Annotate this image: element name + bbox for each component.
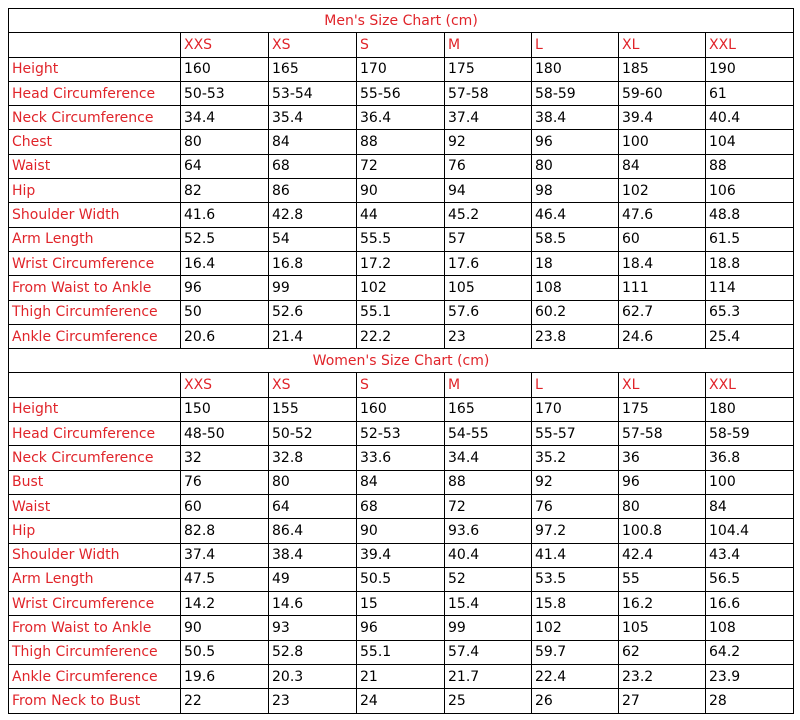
measurement-value: 84 (706, 494, 794, 518)
measurement-value: 64 (269, 494, 357, 518)
measurement-value: 33.6 (357, 446, 445, 470)
measurement-label: Thigh Circumference (9, 640, 181, 664)
measurement-value: 55.1 (357, 640, 445, 664)
measurement-value: 20.6 (181, 324, 269, 348)
measurement-label: Waist (9, 494, 181, 518)
measurement-value: 92 (532, 470, 619, 494)
measurement-label: From Neck to Bust (9, 689, 181, 714)
measurement-value: 108 (706, 616, 794, 640)
table-row (9, 592, 794, 616)
measurement-value: 22 (181, 689, 269, 714)
measurement-value: 41.6 (181, 203, 269, 227)
size-header-xxs: XXS (181, 373, 269, 397)
measurement-value: 21.4 (269, 324, 357, 348)
measurement-value: 76 (181, 470, 269, 494)
table-row (9, 543, 794, 567)
measurement-value: 23.2 (619, 665, 706, 689)
measurement-value: 62.7 (619, 300, 706, 324)
table-row (9, 251, 794, 275)
measurement-value: 37.4 (181, 543, 269, 567)
size-header-xs: XS (269, 33, 357, 57)
table-row (9, 57, 794, 81)
measurement-value: 32.8 (269, 446, 357, 470)
measurement-value: 88 (445, 470, 532, 494)
women-title-row (9, 349, 794, 373)
measurement-value: 50-52 (269, 422, 357, 446)
table-row (9, 665, 794, 689)
measurement-label: Ankle Circumference (9, 665, 181, 689)
measurement-value: 36.4 (357, 106, 445, 130)
size-header-xs: XS (269, 373, 357, 397)
measurement-value: 98 (532, 179, 619, 203)
measurement-value: 100 (619, 130, 706, 154)
measurement-value: 59-60 (619, 81, 706, 105)
measurement-label: Chest (9, 130, 181, 154)
measurement-value: 160 (181, 57, 269, 81)
measurement-value: 155 (269, 397, 357, 421)
table-row (9, 494, 794, 518)
measurement-value: 57 (445, 227, 532, 251)
measurement-value: 16.6 (706, 592, 794, 616)
measurement-value: 80 (269, 470, 357, 494)
measurement-label: From Waist to Ankle (9, 616, 181, 640)
table-row (9, 130, 794, 154)
size-header-xl: XL (619, 33, 706, 57)
table-row (9, 276, 794, 300)
measurement-value: 43.4 (706, 543, 794, 567)
measurement-label: Thigh Circumference (9, 300, 181, 324)
measurement-value: 105 (445, 276, 532, 300)
men-chart-title: Men's Size Chart (cm) (9, 9, 794, 33)
measurement-value: 35.4 (269, 106, 357, 130)
measurement-value: 28 (706, 689, 794, 714)
measurement-value: 86 (269, 179, 357, 203)
measurement-value: 48-50 (181, 422, 269, 446)
measurement-value: 52.5 (181, 227, 269, 251)
measurement-value: 84 (357, 470, 445, 494)
measurement-label: Neck Circumference (9, 446, 181, 470)
size-header-xxs: XXS (181, 33, 269, 57)
measurement-value: 64.2 (706, 640, 794, 664)
measurement-value: 46.4 (532, 203, 619, 227)
measurement-value: 18 (532, 251, 619, 275)
measurement-value: 18.4 (619, 251, 706, 275)
measurement-value: 37.4 (445, 106, 532, 130)
measurement-value: 90 (357, 519, 445, 543)
measurement-value: 92 (445, 130, 532, 154)
measurement-label: Hip (9, 179, 181, 203)
measurement-value: 60 (181, 494, 269, 518)
measurement-value: 100 (706, 470, 794, 494)
size-header-s: S (357, 373, 445, 397)
measurement-label: Shoulder Width (9, 203, 181, 227)
corner-cell (9, 33, 181, 57)
measurement-value: 53-54 (269, 81, 357, 105)
measurement-value: 86.4 (269, 519, 357, 543)
measurement-value: 90 (181, 616, 269, 640)
measurement-label: From Waist to Ankle (9, 276, 181, 300)
measurement-value: 111 (619, 276, 706, 300)
measurement-value: 88 (706, 154, 794, 178)
table-row (9, 227, 794, 251)
measurement-value: 180 (706, 397, 794, 421)
measurement-value: 114 (706, 276, 794, 300)
measurement-value: 48.8 (706, 203, 794, 227)
measurement-label: Height (9, 397, 181, 421)
measurement-value: 80 (532, 154, 619, 178)
measurement-value: 55-56 (357, 81, 445, 105)
measurement-value: 34.4 (445, 446, 532, 470)
measurement-value: 50 (181, 300, 269, 324)
measurement-value: 60 (619, 227, 706, 251)
table-row (9, 203, 794, 227)
measurement-value: 47.6 (619, 203, 706, 227)
measurement-value: 45.2 (445, 203, 532, 227)
table-row (9, 81, 794, 105)
measurement-value: 94 (445, 179, 532, 203)
measurement-value: 80 (181, 130, 269, 154)
measurement-value: 64 (181, 154, 269, 178)
measurement-value: 42.8 (269, 203, 357, 227)
measurement-value: 60.2 (532, 300, 619, 324)
measurement-value: 34.4 (181, 106, 269, 130)
measurement-value: 38.4 (269, 543, 357, 567)
measurement-value: 15 (357, 592, 445, 616)
measurement-value: 80 (619, 494, 706, 518)
measurement-value: 84 (269, 130, 357, 154)
table-row (9, 519, 794, 543)
measurement-value: 55.1 (357, 300, 445, 324)
men-title-row (9, 9, 794, 33)
measurement-value: 57.6 (445, 300, 532, 324)
measurement-value: 88 (357, 130, 445, 154)
men-size-header-row (9, 33, 794, 57)
table-row (9, 616, 794, 640)
measurement-value: 99 (445, 616, 532, 640)
measurement-value: 180 (532, 57, 619, 81)
measurement-value: 16.2 (619, 592, 706, 616)
table-row (9, 446, 794, 470)
measurement-value: 165 (269, 57, 357, 81)
measurement-value: 56.5 (706, 567, 794, 591)
measurement-value: 76 (445, 154, 532, 178)
measurement-value: 82 (181, 179, 269, 203)
measurement-value: 24.6 (619, 324, 706, 348)
table-row (9, 640, 794, 664)
table-row (9, 106, 794, 130)
measurement-value: 32 (181, 446, 269, 470)
measurement-value: 72 (445, 494, 532, 518)
measurement-value: 23 (269, 689, 357, 714)
measurement-value: 58-59 (532, 81, 619, 105)
measurement-value: 39.4 (619, 106, 706, 130)
measurement-label: Waist (9, 154, 181, 178)
measurement-value: 76 (532, 494, 619, 518)
measurement-value: 23 (445, 324, 532, 348)
measurement-value: 96 (619, 470, 706, 494)
size-header-m: M (445, 33, 532, 57)
measurement-value: 40.4 (706, 106, 794, 130)
measurement-value: 52-53 (357, 422, 445, 446)
table-row (9, 179, 794, 203)
measurement-value: 100.8 (619, 519, 706, 543)
size-header-xl: XL (619, 373, 706, 397)
measurement-value: 96 (181, 276, 269, 300)
measurement-value: 36.8 (706, 446, 794, 470)
measurement-label: Head Circumference (9, 422, 181, 446)
measurement-value: 99 (269, 276, 357, 300)
measurement-value: 185 (619, 57, 706, 81)
measurement-value: 36 (619, 446, 706, 470)
measurement-value: 93.6 (445, 519, 532, 543)
corner-cell (9, 373, 181, 397)
measurement-value: 175 (445, 57, 532, 81)
measurement-label: Neck Circumference (9, 106, 181, 130)
measurement-value: 44 (357, 203, 445, 227)
measurement-label: Wrist Circumference (9, 251, 181, 275)
women-chart-title: Women's Size Chart (cm) (9, 349, 794, 373)
size-header-s: S (357, 33, 445, 57)
measurement-value: 22.2 (357, 324, 445, 348)
measurement-value: 35.2 (532, 446, 619, 470)
measurement-value: 15.4 (445, 592, 532, 616)
measurement-value: 23.9 (706, 665, 794, 689)
measurement-value: 57-58 (445, 81, 532, 105)
measurement-value: 24 (357, 689, 445, 714)
measurement-value: 170 (532, 397, 619, 421)
measurement-value: 175 (619, 397, 706, 421)
measurement-label: Arm Length (9, 567, 181, 591)
measurement-value: 72 (357, 154, 445, 178)
measurement-value: 23.8 (532, 324, 619, 348)
measurement-value: 55-57 (532, 422, 619, 446)
table-row (9, 154, 794, 178)
measurement-value: 96 (532, 130, 619, 154)
measurement-value: 102 (619, 179, 706, 203)
measurement-value: 16.8 (269, 251, 357, 275)
measurement-value: 26 (532, 689, 619, 714)
measurement-label: Ankle Circumference (9, 324, 181, 348)
table-row (9, 470, 794, 494)
measurement-label: Shoulder Width (9, 543, 181, 567)
women-size-header-row (9, 373, 794, 397)
measurement-value: 22.4 (532, 665, 619, 689)
measurement-value: 17.2 (357, 251, 445, 275)
measurement-value: 21.7 (445, 665, 532, 689)
measurement-value: 52.8 (269, 640, 357, 664)
measurement-value: 42.4 (619, 543, 706, 567)
measurement-value: 21 (357, 665, 445, 689)
measurement-value: 59.7 (532, 640, 619, 664)
measurement-value: 93 (269, 616, 357, 640)
measurement-value: 84 (619, 154, 706, 178)
size-header-xxl: XXL (706, 33, 794, 57)
measurement-value: 25 (445, 689, 532, 714)
measurement-value: 40.4 (445, 543, 532, 567)
measurement-value: 61 (706, 81, 794, 105)
measurement-value: 50-53 (181, 81, 269, 105)
measurement-value: 38.4 (532, 106, 619, 130)
measurement-value: 57.4 (445, 640, 532, 664)
measurement-value: 160 (357, 397, 445, 421)
measurement-value: 165 (445, 397, 532, 421)
measurement-value: 54 (269, 227, 357, 251)
measurement-value: 39.4 (357, 543, 445, 567)
measurement-value: 65.3 (706, 300, 794, 324)
measurement-value: 14.6 (269, 592, 357, 616)
measurement-label: Arm Length (9, 227, 181, 251)
measurement-value: 18.8 (706, 251, 794, 275)
measurement-value: 90 (357, 179, 445, 203)
measurement-value: 50.5 (357, 567, 445, 591)
measurement-value: 19.6 (181, 665, 269, 689)
measurement-value: 62 (619, 640, 706, 664)
measurement-value: 55 (619, 567, 706, 591)
measurement-value: 170 (357, 57, 445, 81)
measurement-value: 105 (619, 616, 706, 640)
measurement-value: 52 (445, 567, 532, 591)
measurement-value: 14.2 (181, 592, 269, 616)
table-row (9, 300, 794, 324)
measurement-label: Bust (9, 470, 181, 494)
measurement-value: 53.5 (532, 567, 619, 591)
table-row (9, 422, 794, 446)
size-header-l: L (532, 373, 619, 397)
measurement-value: 49 (269, 567, 357, 591)
table-row (9, 567, 794, 591)
measurement-value: 82.8 (181, 519, 269, 543)
measurement-label: Wrist Circumference (9, 592, 181, 616)
measurement-value: 47.5 (181, 567, 269, 591)
table-row (9, 324, 794, 348)
measurement-value: 68 (269, 154, 357, 178)
measurement-value: 104 (706, 130, 794, 154)
measurement-value: 55.5 (357, 227, 445, 251)
measurement-value: 16.4 (181, 251, 269, 275)
measurement-label: Head Circumference (9, 81, 181, 105)
measurement-value: 108 (532, 276, 619, 300)
measurement-value: 68 (357, 494, 445, 518)
measurement-label: Height (9, 57, 181, 81)
table-row (9, 397, 794, 421)
measurement-value: 106 (706, 179, 794, 203)
measurement-value: 104.4 (706, 519, 794, 543)
measurement-value: 52.6 (269, 300, 357, 324)
measurement-value: 17.6 (445, 251, 532, 275)
measurement-value: 25.4 (706, 324, 794, 348)
measurement-value: 150 (181, 397, 269, 421)
table-row (9, 689, 794, 714)
measurement-value: 61.5 (706, 227, 794, 251)
measurement-label: Hip (9, 519, 181, 543)
measurement-value: 96 (357, 616, 445, 640)
measurement-value: 54-55 (445, 422, 532, 446)
measurement-value: 27 (619, 689, 706, 714)
size-header-l: L (532, 33, 619, 57)
size-header-m: M (445, 373, 532, 397)
size-chart-table (8, 8, 794, 714)
size-header-xxl: XXL (706, 373, 794, 397)
measurement-value: 102 (532, 616, 619, 640)
measurement-value: 57-58 (619, 422, 706, 446)
measurement-value: 15.8 (532, 592, 619, 616)
measurement-value: 58-59 (706, 422, 794, 446)
measurement-value: 20.3 (269, 665, 357, 689)
measurement-value: 58.5 (532, 227, 619, 251)
measurement-value: 190 (706, 57, 794, 81)
measurement-value: 102 (357, 276, 445, 300)
measurement-value: 97.2 (532, 519, 619, 543)
measurement-value: 50.5 (181, 640, 269, 664)
measurement-value: 41.4 (532, 543, 619, 567)
